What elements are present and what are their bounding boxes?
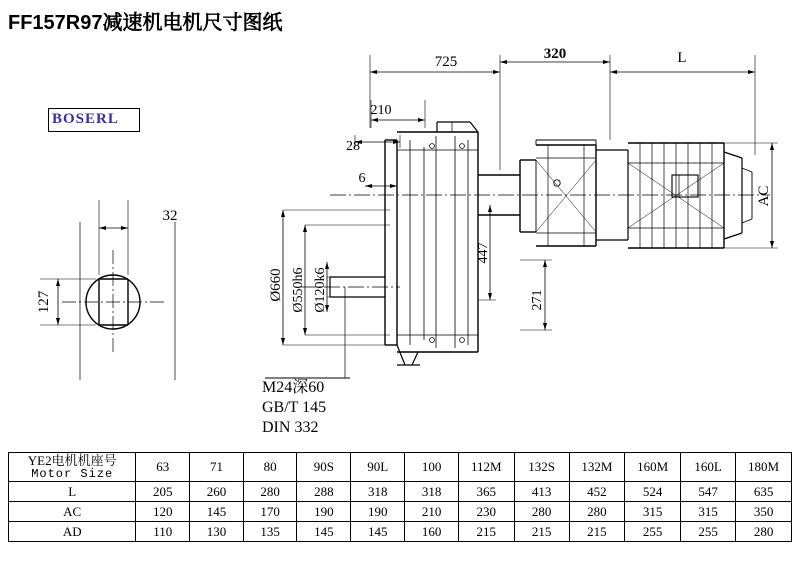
motor-size-table xyxy=(8,452,792,542)
table-cell: 280 xyxy=(736,522,792,542)
table-cell: 315 xyxy=(625,502,681,522)
dim-725: 725 xyxy=(434,54,458,70)
row-label: L xyxy=(9,482,136,502)
note-din: DIN 332 xyxy=(262,419,319,436)
table-header-size: 71 xyxy=(190,453,244,482)
table-header-size: 160M xyxy=(625,453,681,482)
dim-AC: AC xyxy=(756,185,772,207)
table-cell: 205 xyxy=(136,482,190,502)
dim-L: L xyxy=(677,50,687,66)
table-cell: 215 xyxy=(458,522,514,542)
dim-127: 127 xyxy=(36,290,52,314)
table-cell: 210 xyxy=(405,502,459,522)
table-cell: 255 xyxy=(625,522,681,542)
table-header-size: 63 xyxy=(136,453,190,482)
dim-210: 210 xyxy=(370,103,392,118)
table-header-size: 112M xyxy=(458,453,514,482)
dim-660: Ø660 xyxy=(268,268,284,302)
table-cell: 280 xyxy=(569,502,625,522)
table-cell: 110 xyxy=(136,522,190,542)
dim-447: 447 xyxy=(476,242,491,264)
dim-32: 32 xyxy=(162,208,178,224)
table-cell: 190 xyxy=(351,502,405,522)
table-row xyxy=(9,502,792,522)
table-cell: 190 xyxy=(297,502,351,522)
row-label: AC xyxy=(9,502,136,522)
table-header-size: 132S xyxy=(514,453,569,482)
page-title: FF157R97减速机电机尺寸图纸 xyxy=(8,12,283,34)
note-m24: M24深60 xyxy=(262,379,325,396)
table-cell: 215 xyxy=(514,522,569,542)
table-header-label-en: Motor Size xyxy=(31,466,114,481)
table-cell: 315 xyxy=(681,502,736,522)
table-header-size: 100 xyxy=(405,453,459,482)
table-cell: 145 xyxy=(351,522,405,542)
table-cell: 288 xyxy=(297,482,351,502)
dim-28: 28 xyxy=(346,139,360,154)
table-cell: 160 xyxy=(405,522,459,542)
table-cell: 280 xyxy=(514,502,569,522)
table-cell: 635 xyxy=(736,482,792,502)
table-cell: 280 xyxy=(243,482,297,502)
table-header-size: 90S xyxy=(297,453,351,482)
table-cell: 260 xyxy=(190,482,244,502)
dim-550: Ø550h6 xyxy=(291,267,306,313)
dim-271: 271 xyxy=(530,289,545,311)
table-header-label xyxy=(9,453,136,482)
table-cell: 452 xyxy=(569,482,625,502)
table-cell: 135 xyxy=(243,522,297,542)
table-cell: 365 xyxy=(458,482,514,502)
table-cell: 350 xyxy=(736,502,792,522)
dim-6: 6 xyxy=(358,171,366,186)
table-cell: 215 xyxy=(569,522,625,542)
row-label: AD xyxy=(9,522,136,542)
table-cell: 170 xyxy=(243,502,297,522)
note-gbt: GB/T 145 xyxy=(262,399,327,416)
dim-120: Ø120k6 xyxy=(313,267,328,313)
brand-label: BOSERL xyxy=(52,111,119,127)
table-cell: 230 xyxy=(458,502,514,522)
table-cell: 145 xyxy=(297,522,351,542)
table-row xyxy=(9,522,792,542)
table-header-size: 90L xyxy=(351,453,405,482)
table-cell: 547 xyxy=(681,482,736,502)
table-row xyxy=(9,482,792,502)
table-cell: 413 xyxy=(514,482,569,502)
table-header-size: 160L xyxy=(681,453,736,482)
table-cell: 524 xyxy=(625,482,681,502)
table-cell: 318 xyxy=(351,482,405,502)
table-header-size: 180M xyxy=(736,453,792,482)
table-cell: 120 xyxy=(136,502,190,522)
table-cell: 130 xyxy=(190,522,244,542)
table-header-label-cn: YE2电机机座号 xyxy=(27,453,117,468)
dim-320: 320 xyxy=(543,46,567,62)
table-cell: 255 xyxy=(681,522,736,542)
table-header-size: 80 xyxy=(243,453,297,482)
table-header-row xyxy=(9,453,792,482)
table-cell: 318 xyxy=(405,482,459,502)
table-header-size: 132M xyxy=(569,453,625,482)
table-cell: 145 xyxy=(190,502,244,522)
